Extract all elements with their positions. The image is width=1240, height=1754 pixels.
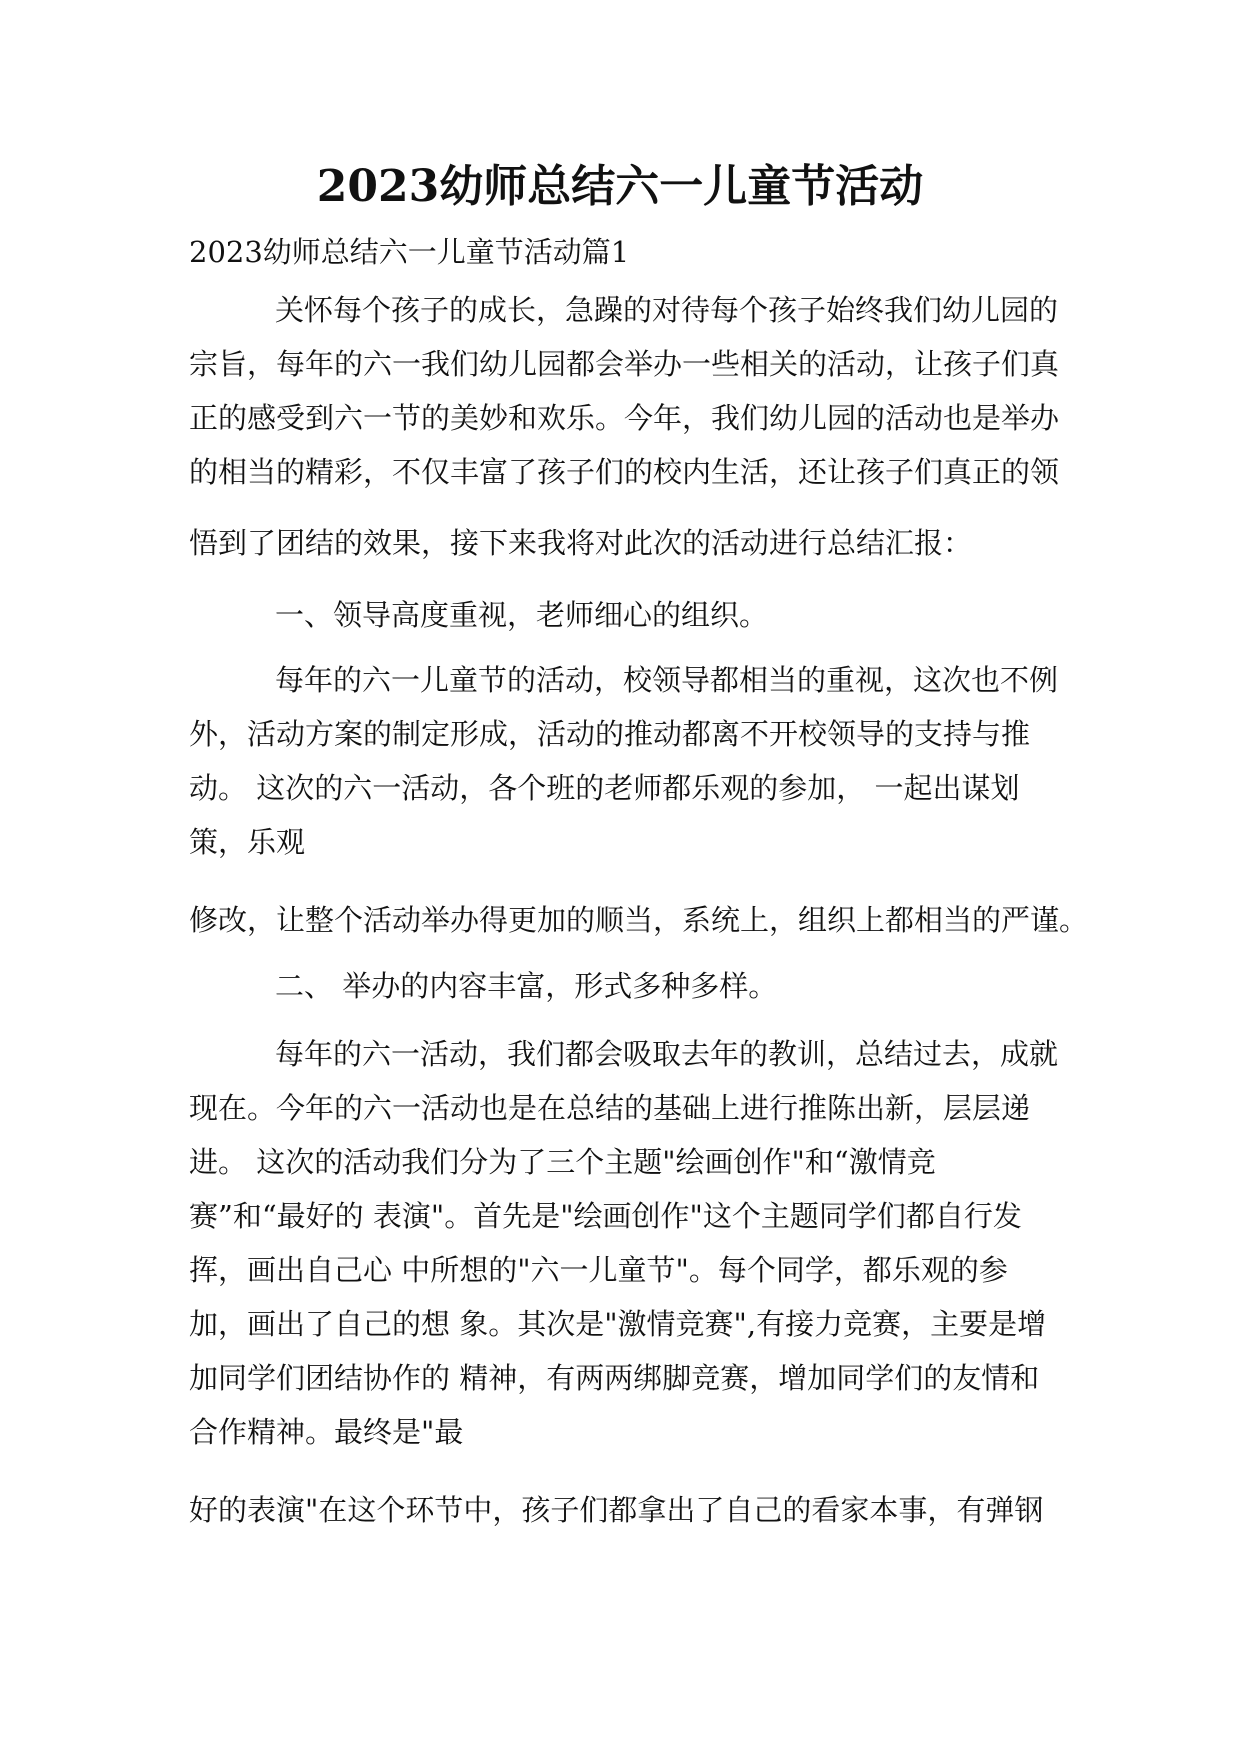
paragraph-line: 进。 这次的活动我们分为了三个主题"绘画创作"和“激情竞: [189, 1145, 936, 1179]
paragraph-line: 动。 这次的六一活动，各个班的老师都乐观的参加， 一起出谋划: [189, 771, 1020, 805]
paragraph-line: 宗旨，每年的六一我们幼儿园都会举办一些相关的活动，让孩子们真: [189, 347, 1060, 381]
paragraph-line: 每年的六一活动，我们都会吸取去年的教训，总结过去，成就: [275, 1037, 1059, 1071]
section-heading-1: 一、领导高度重视，老师细心的组织。: [275, 598, 769, 632]
paragraph-line: 悟到了团结的效果，接下来我将对此次的活动进行总结汇报：: [189, 526, 973, 560]
paragraph-line: 挥，画出自己心 中所想的"六一儿童节"。每个同学，都乐观的参: [189, 1253, 1008, 1287]
paragraph-line: 加同学们团结协作的 精神，有两两绑脚竞赛，增加同学们的友情和: [189, 1361, 1040, 1395]
paragraph-line: 正的感受到六一节的美妙和欢乐。今年，我们幼儿园的活动也是举办: [189, 401, 1060, 435]
paragraph-line: 加，画出了自己的想 象。其次是"激情竞赛",有接力竞赛，主要是增: [189, 1307, 1047, 1341]
document-title: 2023幼师总结六一儿童节活动: [316, 161, 924, 212]
paragraph-line: 外，活动方案的制定形成，活动的推动都离不开校领导的支持与推: [189, 717, 1031, 751]
document-subtitle: 2023幼师总结六一儿童节活动篇1: [189, 235, 630, 269]
paragraph-line: 现在。今年的六一活动也是在总结的基础上进行推陈出新，层层递: [189, 1091, 1031, 1125]
paragraph-line: 赛”和“最好的 表演"。首先是"绘画创作"这个主题同学们都自行发: [189, 1199, 1022, 1233]
paragraph-line: 关怀每个孩子的成长，急躁的对待每个孩子始终我们幼儿园的: [275, 293, 1059, 327]
section-heading-2: 二、 举办的内容丰富，形式多种多样。: [275, 969, 778, 1003]
paragraph-line: 合作精神。最终是"最: [189, 1415, 464, 1449]
paragraph-line: 修改，让整个活动举办得更加的顺当，系统上，组织上都相当的严谨。: [189, 903, 1089, 937]
paragraph-line: 的相当的精彩，不仅丰富了孩子们的校内生活，还让孩子们真正的领: [189, 455, 1060, 489]
paragraph-line: 每年的六一儿童节的活动，校领导都相当的重视，这次也不例: [275, 663, 1059, 697]
paragraph-line: 策，乐观: [189, 825, 306, 859]
paragraph-line: 好的表演"在这个环节中，孩子们都拿出了自己的看家本事，有弹钢: [189, 1493, 1044, 1527]
